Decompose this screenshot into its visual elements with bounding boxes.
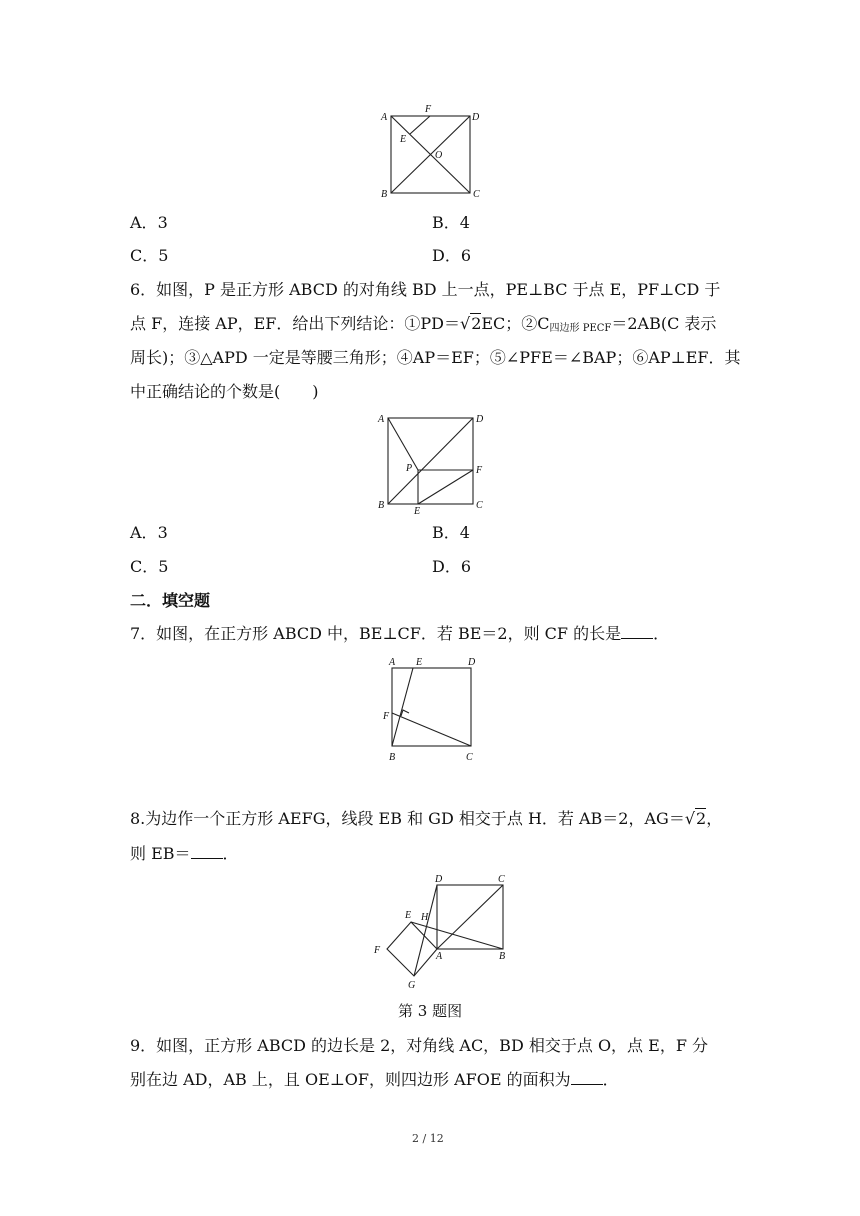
q9-line2: 别在边 AD，AB 上，且 OE⊥OF，则四边形 AFOE 的面积为 ． xyxy=(130,1070,619,1089)
q6-label-c: C xyxy=(476,500,483,511)
q7-label-f: F xyxy=(383,711,390,722)
figure-caption: 第 3 题图 xyxy=(398,1002,463,1020)
q8-label-h: H xyxy=(421,912,429,923)
q8-label-e: E xyxy=(405,910,412,921)
q6-option-c[interactable]: C．5 xyxy=(130,557,169,576)
q9-line1: 9．如图，正方形 ABCD 的边长是 2，对角线 AC，BD 相交于点 O，点 E，F 分 xyxy=(130,1036,709,1055)
answer-blank[interactable] xyxy=(191,844,223,859)
q5-figure xyxy=(372,100,492,200)
q8-label-a: A xyxy=(436,951,443,962)
q6-diagonal-bd xyxy=(388,418,473,504)
q5-label-e: E xyxy=(400,134,407,145)
section-title: 二．填空题 xyxy=(130,591,211,610)
q7-label-c: C xyxy=(466,752,473,763)
q8-square-aefg xyxy=(387,922,437,976)
q7-square xyxy=(392,668,471,746)
q5-option-d[interactable]: D．6 xyxy=(432,246,472,265)
q7-figure xyxy=(378,653,488,765)
q8-label-d: D xyxy=(435,874,443,885)
q6-label-a: A xyxy=(378,414,385,425)
q5-segment-fe xyxy=(410,116,430,134)
sqrt-symbol: √ xyxy=(459,314,471,333)
q7-text: 7．如图，在正方形 ABCD 中，BE⊥CF．若 BE＝2，则 CF 的长是 ． xyxy=(130,624,670,643)
q6-option-d[interactable]: D．6 xyxy=(432,557,472,576)
q6-figure xyxy=(372,408,492,516)
q5-label-a: A xyxy=(381,112,388,123)
q6-line2: 点 F，连接 AP，EF．给出下列结论：①PD＝√2EC；$②C_{四边形 PECF}=2AB(C$ 表示 xyxy=(130,314,717,334)
sqrt-symbol: √ xyxy=(684,809,696,828)
q7-segment-be xyxy=(392,668,413,746)
q8-label-g: G xyxy=(408,980,416,991)
q5-option-a[interactable]: A．3 xyxy=(130,213,168,232)
q6-label-e: E xyxy=(414,506,421,516)
q5-label-f: F xyxy=(425,104,432,115)
q8-line1: 8.为边作一个正方形 AEFG，线段 EB 和 GD 相交于点 H．若 AB＝2，AG＝√2， xyxy=(130,809,723,828)
q6-segment-ef xyxy=(418,470,473,504)
q5-option-c[interactable]: C．5 xyxy=(130,246,169,265)
q8-figure xyxy=(364,868,524,994)
q6-label-d: D xyxy=(476,414,484,425)
q7-segment-cf xyxy=(392,713,471,746)
q8-label-b: B xyxy=(499,951,506,962)
q6-label-p: P xyxy=(406,463,413,474)
q6-label-b: B xyxy=(378,500,385,511)
q6-option-b[interactable]: B．4 xyxy=(432,523,470,542)
q8-label-f: F xyxy=(374,945,381,956)
answer-blank[interactable] xyxy=(621,624,653,639)
q6-label-f: F xyxy=(476,465,483,476)
q7-label-a: A xyxy=(389,657,396,668)
q5-label-b: B xyxy=(381,189,388,200)
q7-label-d: D xyxy=(468,657,476,668)
q7-label-b: B xyxy=(389,752,396,763)
page-number: 2 / 12 xyxy=(412,1132,444,1145)
q5-label-o: O xyxy=(435,150,443,161)
q6-line3: 周长)；③△APD 一定是等腰三角形；④AP＝EF；⑤∠PFE＝∠BAP；⑥AP⊥EF．其 xyxy=(130,348,741,367)
q6-line4: 中正确结论的个数是( ) xyxy=(130,382,319,401)
answer-blank[interactable] xyxy=(571,1070,603,1085)
q7-label-e: E xyxy=(416,657,423,668)
q7-right-angle-mark xyxy=(401,710,409,716)
q8-label-c: C xyxy=(498,874,505,885)
q5-option-b[interactable]: B．4 xyxy=(432,213,470,232)
q6-option-a[interactable]: A．3 xyxy=(130,523,168,542)
q5-label-c: C xyxy=(473,189,480,200)
q8-line2: 则 EB＝ ． xyxy=(130,844,239,863)
q6-line1: 6．如图，P 是正方形 ABCD 的对角线 BD 上一点，PE⊥BC 于点 E，PF⊥CD 于 xyxy=(130,280,721,299)
q6-segment-ap xyxy=(388,418,418,470)
q5-label-d: D xyxy=(472,112,480,123)
